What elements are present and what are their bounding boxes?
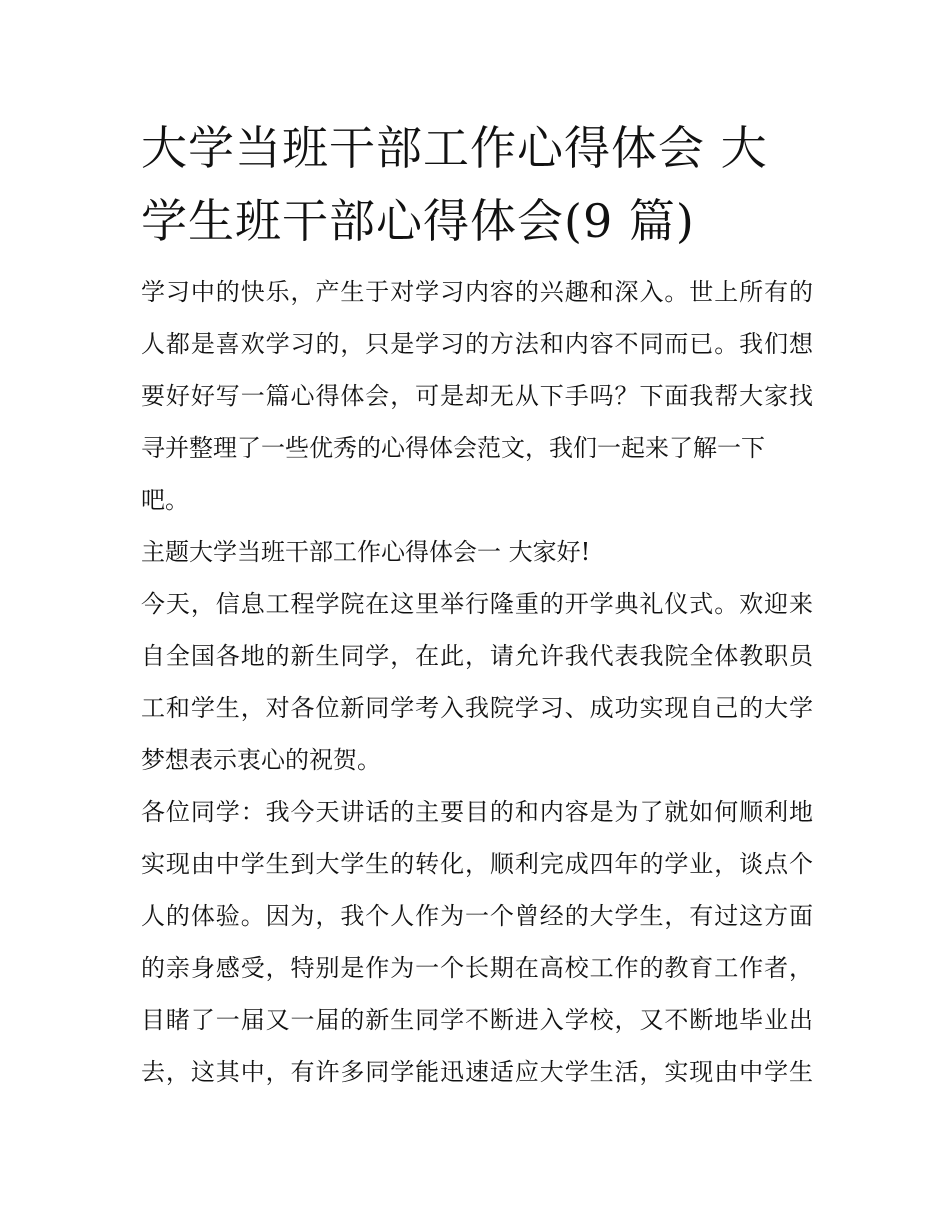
title-line: 大学当班干部工作心得体会 大	[141, 121, 768, 175]
paragraph-line: 人的体验。因为，我个人作为一个曾经的大学生，有过这方面	[141, 902, 813, 930]
paragraph-line: 寻并整理了一些优秀的心得体会范文，我们一起来了解一下	[141, 434, 765, 462]
paragraph-line: 目睹了一届又一届的新生同学不断进入学校，又不断地毕业出	[141, 1006, 813, 1034]
title-line: 学生班干部心得体会(9 篇)	[141, 194, 695, 248]
paragraph-line: 工和学生，对各位新同学考入我院学习、成功实现自己的大学	[141, 694, 813, 722]
paragraph-line: 的亲身感受，特别是作为一个长期在高校工作的教育工作者，	[141, 954, 813, 982]
paragraph-line: 主题大学当班干部工作心得体会一 大家好!	[141, 538, 591, 566]
paragraph-line: 吧。	[141, 486, 189, 514]
paragraph-line: 学习中的快乐，产生于对学习内容的兴趣和深入。世上所有的	[141, 278, 813, 306]
paragraph-line: 梦想表示衷心的祝贺。	[141, 746, 381, 774]
speech-paragraph	[141, 792, 813, 1092]
paragraph-line: 要好好写一篇心得体会，可是却无从下手吗？下面我帮大家找	[141, 382, 813, 410]
paragraph-line: 去，这其中，有许多同学能迅速适应大学生活，实现由中学生	[141, 1058, 813, 1086]
paragraph-line: 人都是喜欢学习的，只是学习的方法和内容不同而已。我们想	[141, 330, 813, 358]
document-page	[141, 112, 813, 1104]
document-title	[141, 112, 813, 258]
paragraph-line: 实现由中学生到大学生的转化，顺利完成四年的学业，谈点个	[141, 850, 813, 878]
paragraph-line: 自全国各地的新生同学，在此，请允许我代表我院全体教职员	[141, 642, 813, 670]
paragraph-line: 各位同学：我今天讲话的主要目的和内容是为了就如何顺利地	[141, 798, 813, 826]
welcome-paragraph	[141, 584, 813, 780]
intro-paragraph	[141, 272, 813, 520]
paragraph-line: 今天，信息工程学院在这里举行隆重的开学典礼仪式。欢迎来	[141, 590, 813, 618]
section-heading-paragraph	[141, 532, 813, 572]
